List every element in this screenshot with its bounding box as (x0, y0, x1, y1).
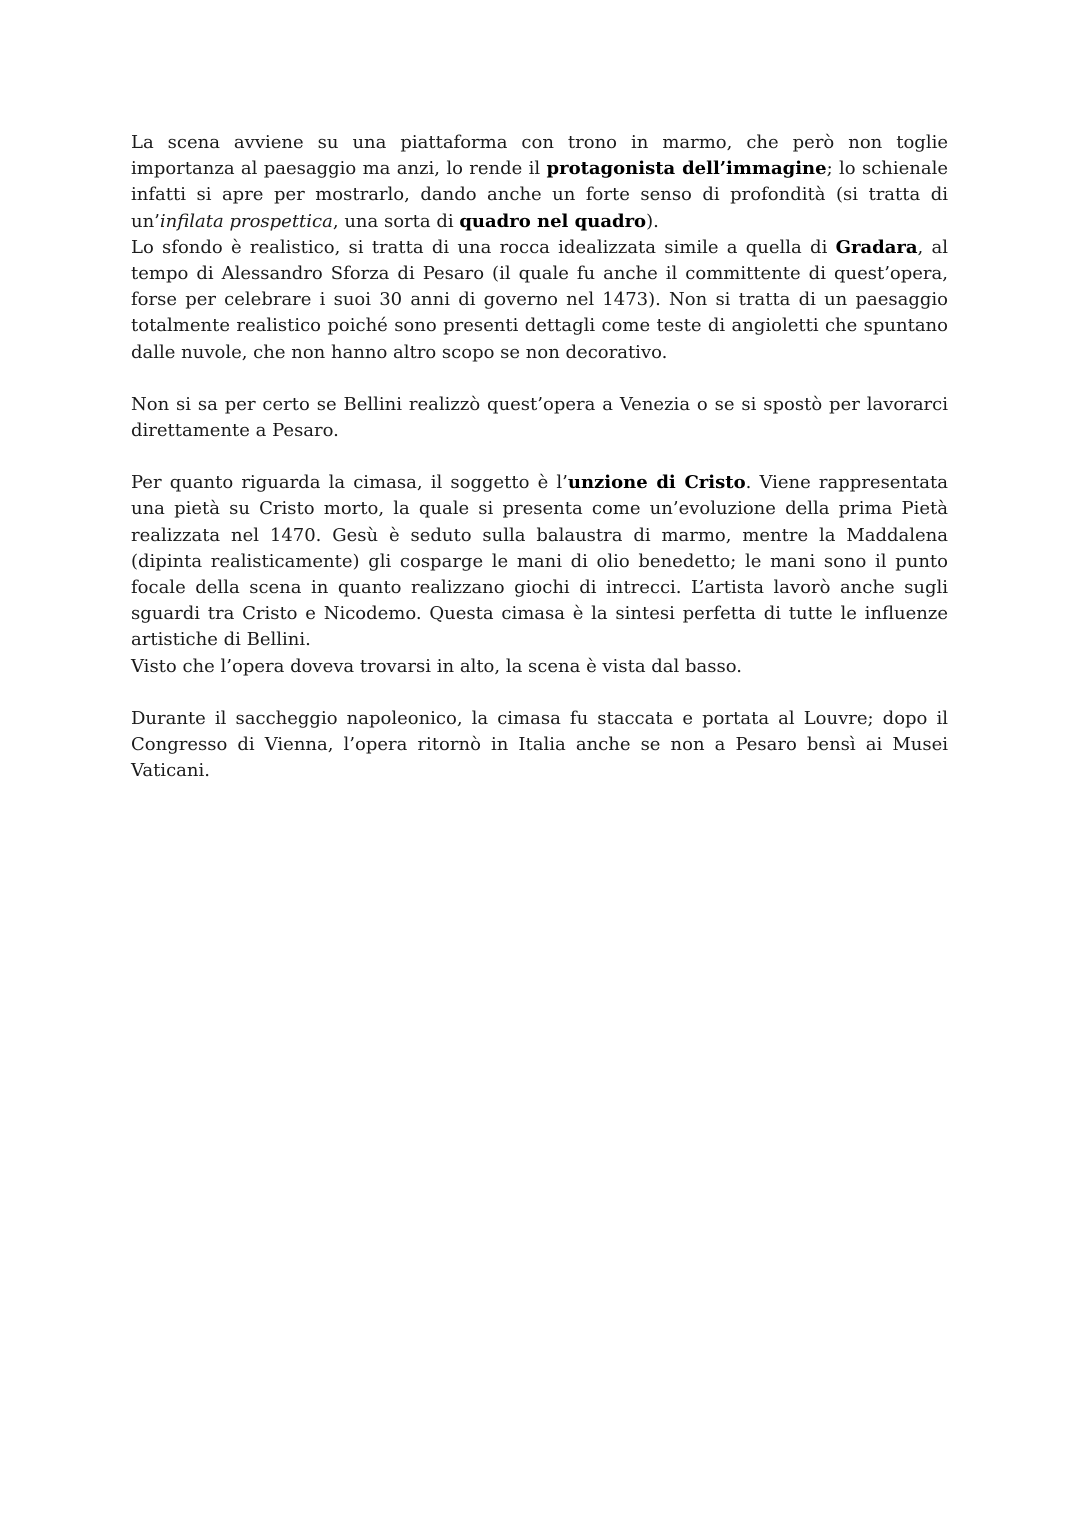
paragraph-vista-dal-basso (131, 654, 948, 680)
bold-term-gradara: Gradara (835, 236, 918, 258)
paragraph-venezia-pesaro (131, 392, 948, 444)
italic-term-infilata: infilata prospettica (159, 210, 333, 232)
paragraph-cimasa (131, 470, 948, 653)
bold-term-unzione: unzione di Cristo (567, 472, 746, 494)
text-segment: Non si sa per certo se Bellini realizzò quest’opera a Venezia o se si spostò per lavorarci direttamente a Pesaro. (131, 393, 948, 442)
text-segment: Lo sfondo è realistico, si tratta di una rocca idealizzata simile a quella di (131, 236, 836, 258)
text-segment: , una sorta di (332, 210, 460, 232)
paragraph-throne-landscape (131, 130, 948, 235)
text-segment: , al tempo di Alessandro Sforza di Pesaro (il quale fu anche il committente di quest’opera, forse per celebrare i suoi 30 anni di governo nel 1473). Non si tratta di un paesaggio totalmente realistico poiché sono presenti dettagli come teste di angioletti che spuntano dalle nuvole, che non hanno altro scopo se non decorativo. (131, 236, 948, 363)
text-segment: Visto che l’opera doveva trovarsi in alto, la scena è vista dal basso. (131, 655, 742, 677)
text-segment: Per quanto riguarda la cimasa, il soggetto è l’ (131, 472, 568, 494)
text-segment: La scena avviene su una piattaforma con trono in marmo, che però non toglie importanza al paesaggio ma anzi, lo rende il (131, 132, 948, 180)
document-body (131, 130, 948, 784)
text-segment: . Viene rappresentata una pietà su Cristo morto, la quale si presenta come un’evoluzione della prima Pietà realizzata nel 1470. Gesù è seduto sulla balaustra di marmo, mentre la Maddalena (dipinta realisticamente) gli cosparge le mani di olio benedetto; le mani sono il punto focale della scena in quanto realizzano giochi di intrecci. L’artista lavorò anche sugli sguardi tra Cristo e Nicodemo. Questa cimasa è la sintesi perfetta di tutte le influenze artistiche di Bellini. (131, 472, 948, 651)
paragraph-saccheggio (131, 706, 948, 785)
paragraph-background-gradara (131, 235, 948, 366)
text-segment: ). (646, 210, 659, 232)
text-segment: Durante il saccheggio napoleonico, la cimasa fu staccata e portata al Louvre; dopo il Congresso di Vienna, l’opera ritornò in Italia anche se non a Pesaro bensì ai Musei Vaticani. (131, 707, 948, 782)
bold-term-quadro: quadro nel quadro (459, 210, 647, 232)
text-segment: ; lo schienale infatti si apre per mostrarlo, dando anche un forte senso di profondità (si tratta di un’ (131, 158, 949, 232)
bold-term-protagonista: protagonista dell’immagine (546, 158, 827, 180)
